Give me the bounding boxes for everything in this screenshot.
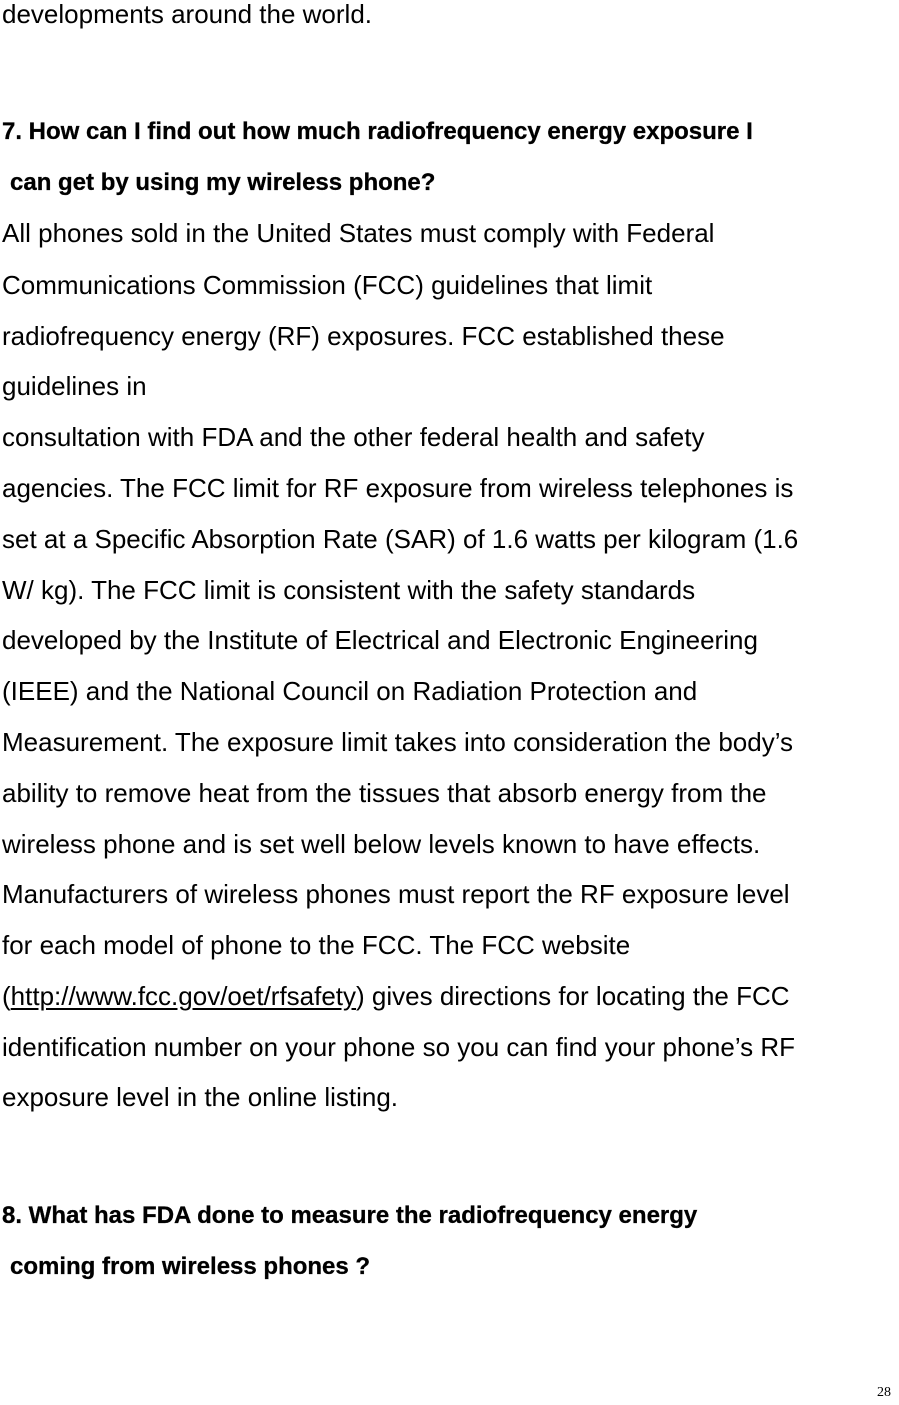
q7-body-line: set at a Specific Absorption Rate (SAR) of 1.6 watts per kilogram (1.6 <box>2 524 799 554</box>
q7-heading-line-2: can get by using my wireless phone? <box>10 169 436 196</box>
q7-body-line: agencies. The FCC limit for RF exposure from wireless telephones is <box>2 473 794 503</box>
q7-body-line: ability to remove heat from the tissues that absorb energy from the <box>2 778 767 808</box>
q7-body-line: wireless phone and is set well below levels known to have effects. <box>2 829 761 859</box>
q7-body-line: developed by the Institute of Electrical and Electronic Engineering <box>2 625 758 655</box>
q7-body-line: radiofrequency energy (RF) exposures. FCC established these <box>2 321 725 351</box>
q7-body-line: identification number on your phone so you can find your phone’s RF <box>2 1032 796 1062</box>
q7-body-line: (IEEE) and the National Council on Radiation Protection and <box>2 676 698 706</box>
fcc-rfsafety-link[interactable]: http://www.fcc.gov/oet/rfsafety <box>10 981 357 1011</box>
link-trailing-text: ) gives directions for locating the FCC <box>356 981 790 1011</box>
q7-body-line: Communications Commission (FCC) guidelines that limit <box>2 270 653 300</box>
q7-heading-line-1: 7. How can I find out how much radiofrequency energy exposure I <box>2 118 753 145</box>
q7-body-line: W/ kg). The FCC limit is consistent with the safety standards <box>2 575 696 605</box>
q7-link-line <box>2 979 790 1013</box>
q7-body-line: guidelines in <box>2 371 147 401</box>
link-open-paren: ( <box>2 981 11 1011</box>
q7-body-line: consultation with FDA and the other federal health and safety <box>2 422 705 452</box>
q7-body-line: All phones sold in the United States must comply with Federal <box>2 218 715 248</box>
q8-heading-line-1: 8. What has FDA done to measure the radiofrequency energy <box>2 1202 698 1229</box>
q7-body-line: exposure level in the online listing. <box>2 1082 399 1112</box>
q7-body-line: Measurement. The exposure limit takes into consideration the body’s <box>2 727 794 757</box>
intro-tail: developments around the world. <box>2 0 373 29</box>
q8-heading-line-2: coming from wireless phones ? <box>10 1253 371 1280</box>
q7-body-line: Manufacturers of wireless phones must report the RF exposure level <box>2 879 790 909</box>
page-number: 28 <box>877 1385 891 1400</box>
q7-body-line: for each model of phone to the FCC. The FCC website <box>2 930 631 960</box>
